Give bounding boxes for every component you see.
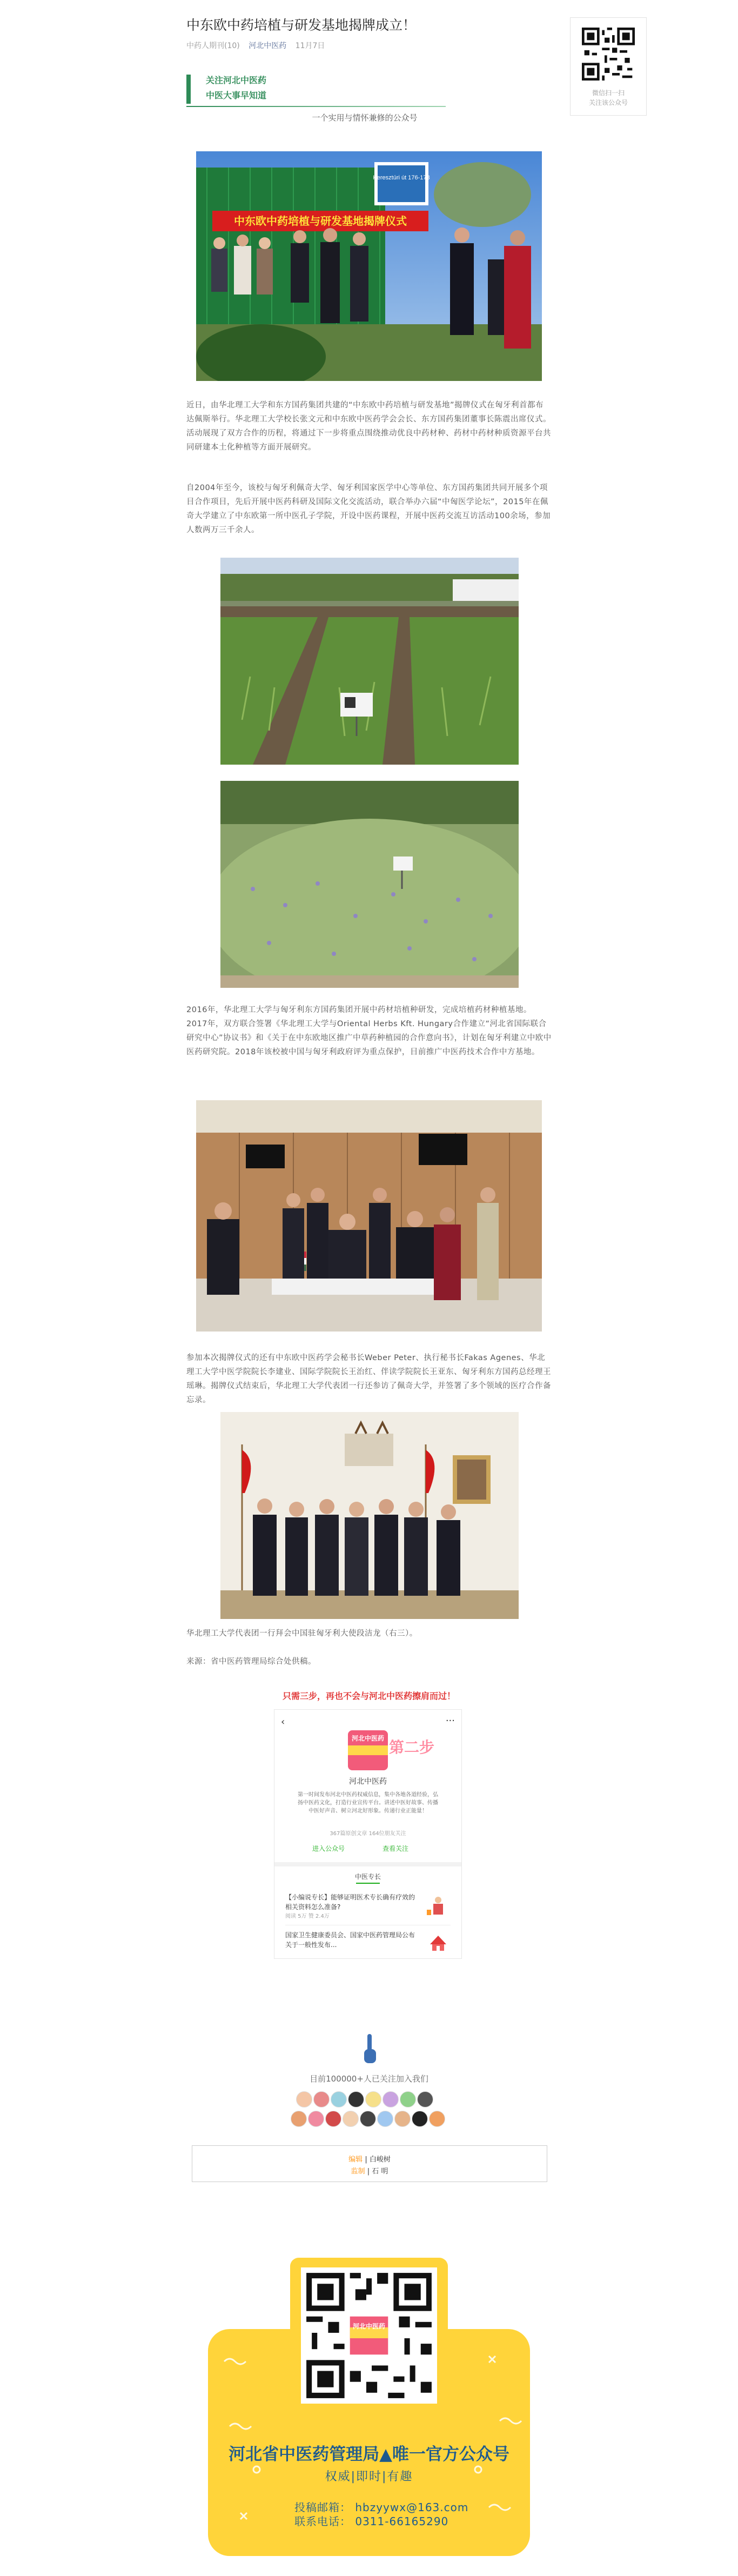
account-avatar (348, 1730, 388, 1770)
paragraph-6: 来源：省中医药管理局综合处供稿。 (186, 1657, 316, 1666)
section-separator (274, 1862, 461, 1866)
promo-headline: 只需三步，再也不会与河北中医药擦肩而过！ (282, 1691, 455, 1701)
article-title: 中东欧中药培植与研发基地揭牌成立！ (186, 17, 417, 33)
avatar (377, 2111, 393, 2127)
avatar (394, 2111, 411, 2127)
slogan: 一个实用与情怀兼修的公众号 (312, 113, 418, 123)
avatar (365, 2091, 381, 2107)
avatar (400, 2091, 416, 2107)
card-title: 河北省中医药管理局▲唯一官方公众号 (229, 2445, 509, 2464)
banner-sign-text: 中东欧中药培植与研发基地揭牌仪式 (234, 215, 407, 228)
avatar (313, 2091, 330, 2107)
article-thumb-icon (426, 1928, 451, 1953)
qr-caption-line2: 关注该公众号 (588, 99, 628, 106)
paragraph-2: 自2004年至今，该校与匈牙利佩奇大学、匈牙利国家医学中心等单位、东方国药集团共同开展多个项目合作项目，先后开展中医药科研及国际文化交流活动，联合举办六届“中匈医学论坛”，2015年在佩奇大学建立了中东欧第一所中医孔子学院，开设中医药课程，开展中医药交流互访活动100余场，参加人数两万三千余人。 (186, 484, 551, 534)
avatar (331, 2091, 347, 2107)
photo-signing-ceremony (196, 1100, 542, 1332)
account-stats: 367篇原创文章 164位朋友关注 (330, 1831, 406, 1837)
article-item-title: 【小编说专长】能够证明医术专长确有疗效的相关资料怎么准备? (285, 1893, 415, 1911)
avatar (417, 2091, 433, 2107)
article-thumb-icon (426, 1893, 451, 1918)
article-meta (186, 40, 325, 51)
paragraph-1: 近日，由华北理工大学和东方国药集团共建的“中东欧中药培植与研发基地”揭牌仪式在匈牙利首都布达佩斯举行。华北理工大学校长张文元和中东欧中医药学会会长、东方国药集团董事长陈震出席仪式。活动展现了双方合作的历程，将通过下一步将重点围绕推动优良中药材种、药材中药材种质资源平台共同研建本土化种植等方面开展研究。 (186, 401, 551, 452)
banner-divider (186, 106, 446, 107)
publish-time: 11月7日 (295, 42, 325, 50)
avatar (343, 2111, 359, 2127)
paragraph-3: 2016年，华北理工大学与匈牙利东方国药集团开展中药材培植种研发，完成培植药材种植基地。2017年，双方联合签署《华北理工大学与Oriental Herbs Kft. Hungary合作建立“河北省国际联合研究中心”协议书》和《关于在中东欧地区推广中草药种植园的合作意向书》，计划在匈牙利建立中欧中医药研究院。2018年该校被中国与匈牙利政府评为重点保护，目前推广中医药技术合作中方基地。 (186, 1006, 552, 1056)
photo-herb-field (220, 558, 519, 765)
editor-info-box (192, 2145, 547, 2182)
article-item[interactable] (285, 1930, 420, 1950)
tab-specialty[interactable]: 中医专长 (354, 1873, 381, 1881)
follow-button[interactable]: 查看关注 (383, 1845, 409, 1852)
contact-phone[interactable]: 联系电话： 0311-66165290 (294, 2515, 449, 2528)
qr-badge-text: 河北中医药 (352, 2323, 385, 2330)
paragraph-4: 参加本次揭牌仪式的还有中东欧中医药学会秘书长Weber Peter、执行秘书长Fakas Agenes、华北理工大学中医学院院长李建业、国际学院院长王治红、伴读学院院长王亚东、匈牙利东方国药总经理王瑶琳。揭牌仪式结束后，华北理工大学代表团一行还参访了佩奇大学，并签署了多个领域的医疗合作备忘录。 (186, 1354, 551, 1404)
pointer-hand-icon (362, 2033, 378, 2065)
side-qr-caption (571, 88, 646, 108)
photo-embassy-meeting (220, 1412, 519, 1619)
plate-text: Keresztúri út 176-178 (373, 175, 430, 181)
contact-email[interactable]: 投稿邮箱： hbzyywx@163.com (294, 2501, 469, 2514)
back-icon[interactable]: ‹ (281, 1716, 285, 1728)
follow-banner (186, 70, 446, 108)
banner-bar (186, 75, 191, 104)
photo-unveiling-ceremony (196, 151, 542, 381)
card-subtitle: 权威|即时|有趣 (325, 2470, 413, 2484)
avatar (412, 2111, 428, 2127)
banner-line2: 中医大事早知道 (206, 90, 267, 101)
avatar (308, 2111, 324, 2127)
avatar (429, 2111, 445, 2127)
side-qr-panel (570, 17, 647, 116)
qr-caption-line1: 微信扫一扫 (592, 89, 625, 97)
qr-code-icon (582, 28, 635, 81)
supervisor-line (192, 2165, 547, 2176)
qr-frame (301, 2267, 437, 2404)
article-item-title: 国家卫生健康委员会、国家中医药管理局公布关于一般性发布... (285, 1931, 415, 1949)
avatar (360, 2111, 376, 2127)
account-link[interactable]: 河北中医药 (249, 42, 287, 50)
account-description: 第一时间发布河北中医药权威信息，集中各地各道经验，弘扬中医药文化，打造行业宣传平台。讲述中医好故事、传播中医好声音、树立河北好形象。传递行业正能量！ (298, 1792, 438, 1814)
supervisor-value: | 石 明 (367, 2167, 388, 2176)
reader-avatars (291, 2091, 447, 2129)
step-label: 第二步 (389, 1738, 435, 1756)
editor-line (192, 2153, 547, 2164)
banner-line1: 关注河北中医药 (206, 75, 267, 85)
more-icon[interactable]: ··· (445, 1715, 455, 1727)
editor-label: 编辑 (348, 2156, 363, 2164)
article-item[interactable] (285, 1892, 420, 1922)
paragraph-5: 华北理工大学代表团一行拜会中国驻匈牙利大使段洁龙（右三）。 (186, 1629, 418, 1638)
article-source: 中药人期刊(10) (186, 42, 240, 50)
photo-lavender-field (220, 781, 519, 988)
avatar (296, 2091, 312, 2107)
avatar (383, 2091, 399, 2107)
avatar (291, 2111, 307, 2127)
enter-account-button[interactable]: 进入公众号 (312, 1845, 345, 1852)
badge-text: 河北中医药 (351, 1735, 384, 1742)
account-name: 河北中医药 (349, 1777, 387, 1786)
editor-value: | 白峻树 (365, 2156, 391, 2164)
tab-underline (356, 1883, 380, 1884)
supervisor-label: 监制 (351, 2167, 365, 2176)
phone-mockup (274, 1709, 462, 1959)
readers-count: 目前100000+人已关注加入我们 (310, 2074, 428, 2084)
avatar (348, 2091, 364, 2107)
qr-code-icon (301, 2267, 437, 2404)
article-item-meta: 阅读 5万 赞 2.4万 (285, 1913, 330, 1919)
avatar (325, 2111, 341, 2127)
